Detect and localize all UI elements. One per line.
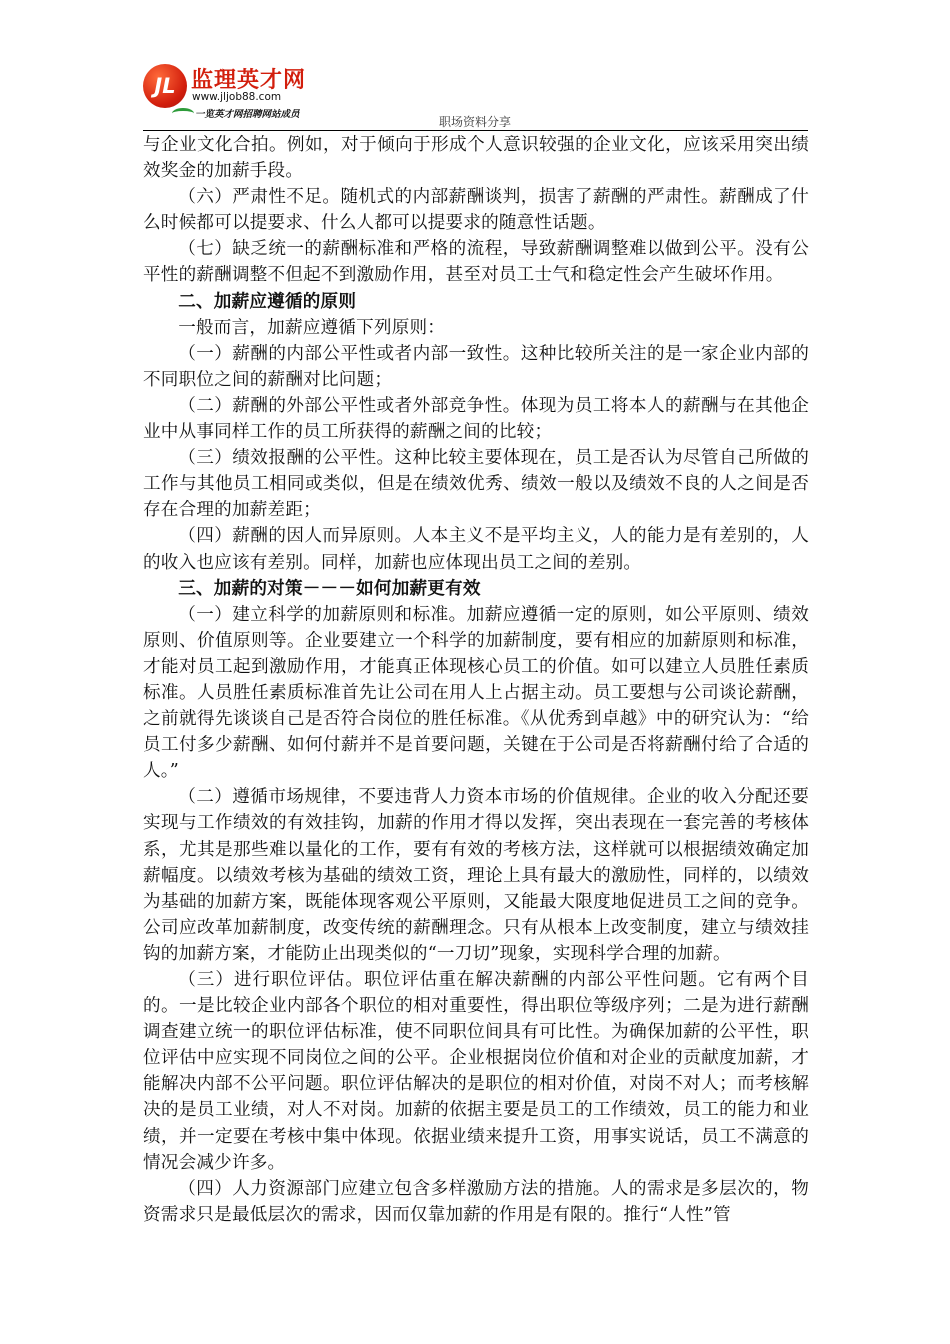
jl-logo-icon: JL xyxy=(143,64,187,108)
paragraph: （四）人力资源部门应建立包含多样激励方法的措施。人的需求是多层次的，物资需求只是最低层次的需求，因而仅靠加薪的作用是有限的。推行“人性”管 xyxy=(143,1178,809,1225)
document-body xyxy=(143,132,809,1228)
paragraph: （二）薪酬的外部公平性或者外部竞争性。体现为员工将本人的薪酬与在其他企业中从事同样工作的员工所获得的薪酬之间的比较； xyxy=(143,395,809,443)
paragraph: （三）进行职位评估。职位评估重在解决薪酬的内部公平性问题。它有两个目的。一是比较企业内部各个职位的相对重要性，得出职位等级序列；二是为进行薪酬调查建立统一的职位评估标准，使不同职位间具有可比性。为确保加薪的公平性，职位评估中应实现不同岗位之间的公平。企业根据岗位价值和对企业的贡献度加薪，才能解决内部不公平问题。职位评估解决的是职位的相对价值，对岗不对人；而考核解决的是员工业绩，对人不对岗。加薪的依据主要是员工的工作绩效，员工的能力和业绩，并一定要在考核中集中体现。依据业绩来提升工资，用事实说话，员工不满意的情况会减少许多。 xyxy=(143,970,809,1173)
logo-name: 监理英才网 xyxy=(191,68,307,93)
paragraph: （一）薪酬的内部公平性或者内部一致性。这种比较所关注的是一家企业内部的不同职位之间的薪酬对比问题； xyxy=(143,343,809,390)
section-heading: 二、加薪应遵循的原则 xyxy=(178,291,357,312)
paragraph: （四）薪酬的因人而异原则。人本主义不是平均主义，人的能力是有差别的，人的收入也应该有差别。同样，加薪也应体现出员工之间的差别。 xyxy=(143,526,809,573)
paragraph: （七）缺乏统一的薪酬标准和严格的流程，导致薪酬调整难以做到公平。没有公平性的薪酬调整不但起不到激励作用，甚至对员工士气和稳定性会产生破坏作用。 xyxy=(143,239,809,286)
paragraph: （一）建立科学的加薪原则和标准。加薪应遵循一定的原则，如公平原则、绩效原则、价值原则等。企业要建立一个科学的加薪制度，要有相应的加薪原则和标准，才能对员工起到激励作用，才能真正体现核心员工的价值。如可以建立人员胜任素质标准。人员胜任素质标准首先让公司在用人上占据主动。员工要想与公司谈论薪酬，之前就得先谈谈自己是否符合岗位的胜任标准。《从优秀到卓越》中的研究认为：“给员工付多少薪酬、如何付薪并不是首要问题，关键在于公司是否将薪酬付给了合适的人。” xyxy=(143,604,809,782)
paragraph: 与企业文化合拍。例如，对于倾向于形成个人意识较强的企业文化，应该采用突出绩效奖金的加薪手段。 xyxy=(143,135,809,182)
logo-url: www.jljob88.com xyxy=(192,91,282,103)
header-label: 职场资料分享 xyxy=(438,115,511,129)
header-divider xyxy=(143,130,808,131)
paragraph: 一般而言，加薪应遵循下列原则： xyxy=(178,317,446,338)
paragraph: （三）绩效报酬的公平性。这种比较主要体现在，员工是否认为尽管自己所做的工作与其他员工相同或类似，但是在绩效优秀、绩效一般以及绩效不良的人之间是否存在合理的加薪差距； xyxy=(143,448,809,521)
logo-slogan: 一览英才网招聘网站成员 xyxy=(195,109,300,120)
section-heading: 三、加薪的对策－－－如何加薪更有效 xyxy=(178,578,481,599)
paragraph: （二）遵循市场规律，不要违背人力资本市场的价值规律。企业的收入分配还要实现与工作绩效的有效挂钩，加薪的作用才得以发挥，突出表现在一套完善的考核体系，尤其是那些难以量化的工作，要有有效的考核方法，这样就可以根据绩效确定加薪幅度。以绩效考核为基础的绩效工资，理论上具有最大的激励性，同样的，以绩效为基础的加薪方案，既能体现客观公平原则，又能最大限度地促进员工之间的竞争。公司应改革加薪制度，改变传统的薪酬理念。只有从根本上改变制度，建立与绩效挂钩的加薪方案，才能防止出现类似的“一刀切”现象，实现科学合理的加薪。 xyxy=(143,787,809,964)
paragraph: （六）严肃性不足。随机式的内部薪酬谈判，损害了薪酬的严肃性。薪酬成了什么时候都可以提要求、什么人都可以提要求的随意性话题。 xyxy=(143,187,809,234)
page-header xyxy=(0,0,950,132)
